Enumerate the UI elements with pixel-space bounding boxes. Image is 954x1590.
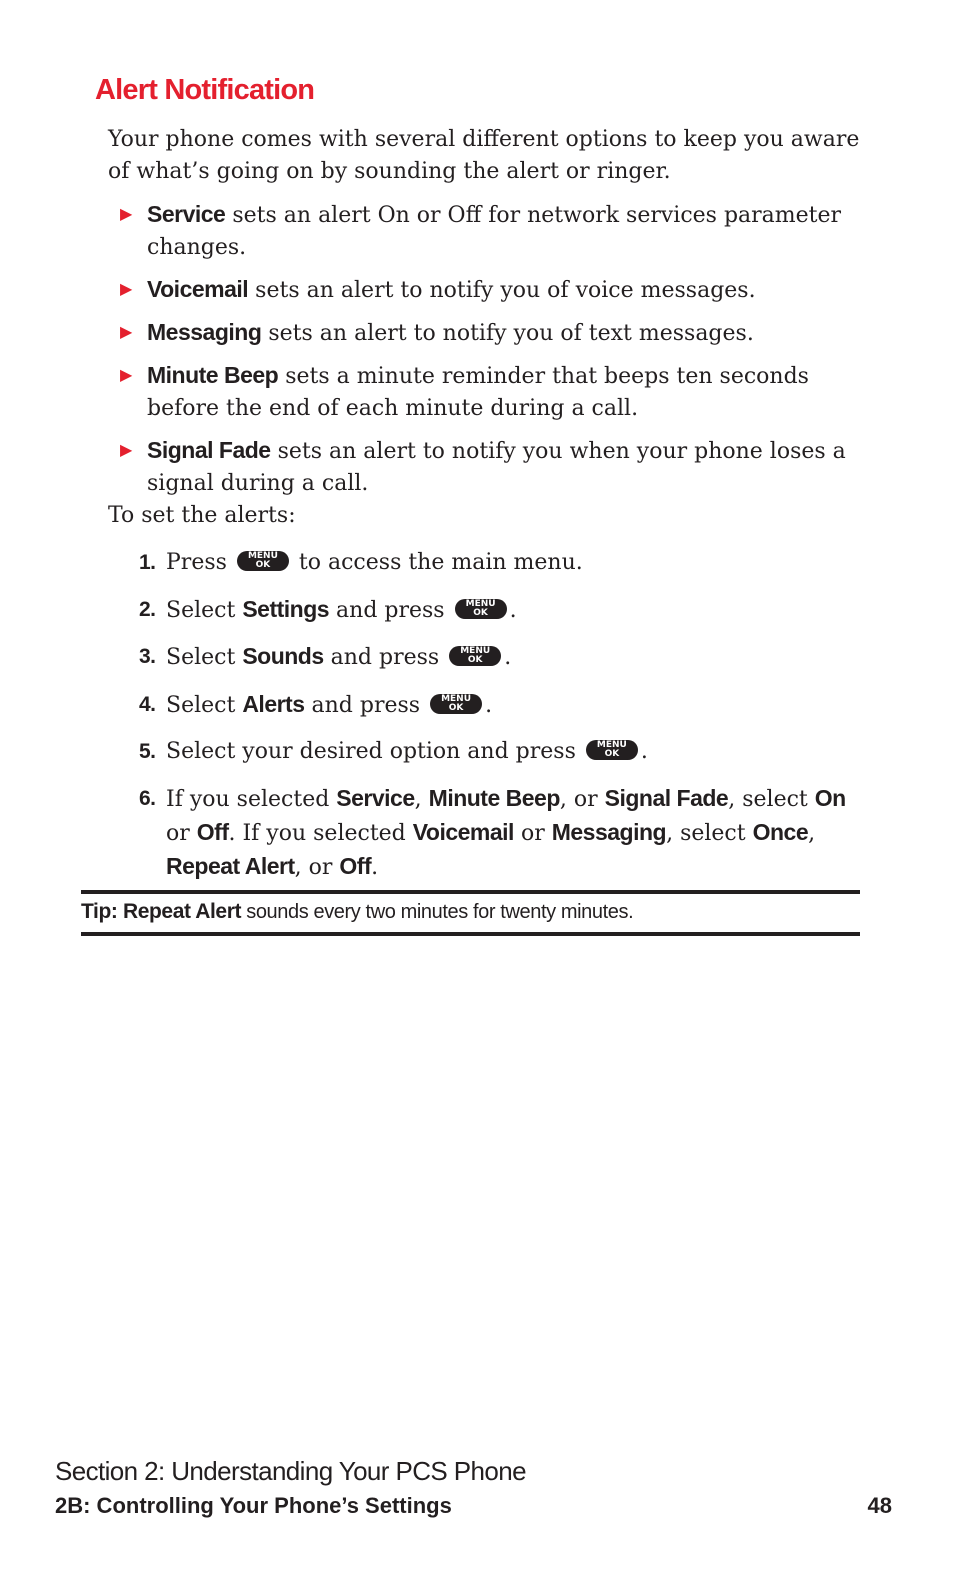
- step-text: Select: [166, 692, 243, 718]
- page-number: 48: [867, 1493, 892, 1518]
- step-text: .: [640, 739, 648, 764]
- list-item: [120, 359, 865, 425]
- triangle-bullet-icon: ▶: [120, 440, 133, 459]
- key-label-top: MENU: [247, 551, 278, 561]
- menu-ok-key-icon: [586, 740, 638, 760]
- tip-bottom-rule: [81, 932, 860, 936]
- option-term: Service: [147, 201, 226, 227]
- key-label-top: MENU: [596, 740, 627, 750]
- option-description: sets an alert On or Off for network services parameter changes.: [147, 203, 842, 260]
- step-text: and press: [329, 597, 452, 623]
- triangle-bullet-icon: ▶: [120, 204, 133, 223]
- step-text: and press: [323, 645, 447, 670]
- step-item: [139, 735, 859, 768]
- option-description: sets a minute reminder that beeps ten seconds before the end of each minute during a call.: [147, 364, 809, 421]
- footer-chapter-title: 2B: Controlling Your Phone’s Settings: [55, 1493, 452, 1518]
- option-description: sets an alert to notify you of voice messages.: [248, 278, 756, 303]
- option-term: Signal Fade: [147, 437, 271, 463]
- triangle-bullet-icon: ▶: [120, 322, 133, 341]
- step-number: 2.: [139, 597, 156, 621]
- key-label-bottom: OK: [467, 655, 483, 665]
- list-item: [120, 198, 865, 264]
- step-text: If you selected: [166, 786, 337, 812]
- step-item: [139, 688, 859, 722]
- step-text: , select: [666, 820, 753, 846]
- key-label-bottom: OK: [604, 749, 620, 759]
- key-label-top: MENU: [465, 598, 496, 609]
- option-term: Messaging: [147, 319, 262, 345]
- alert-options-list: [120, 198, 865, 509]
- menu-ok-key-icon: [430, 694, 482, 714]
- step-text: Select: [166, 597, 243, 623]
- menu-term: Alerts: [242, 690, 305, 717]
- steps-list: [139, 546, 859, 897]
- list-item: [120, 273, 865, 307]
- menu-term: Service: [336, 784, 415, 811]
- step-text: . If you selected: [228, 820, 413, 846]
- key-label-top: MENU: [460, 646, 491, 656]
- option-term: Minute Beep: [147, 362, 279, 388]
- step-number: 6.: [139, 786, 156, 810]
- step-number: 3.: [139, 645, 156, 668]
- step-item: [139, 640, 859, 674]
- key-label-top: MENU: [441, 693, 472, 704]
- step-text: or: [166, 820, 197, 846]
- tip-text: sounds every two minutes for twenty minutes.: [241, 901, 634, 923]
- option-description: sets an alert to notify you when your phone loses a signal during a call.: [147, 439, 846, 496]
- step-text: Select: [166, 645, 243, 670]
- menu-term: Messaging: [551, 818, 667, 845]
- option-description: sets an alert to notify you of text messages.: [261, 321, 754, 346]
- step-number: 1.: [139, 551, 156, 574]
- triangle-bullet-icon: ▶: [120, 279, 133, 298]
- intro-paragraph: Your phone comes with several different options to keep you aware of what’s going on by sounding the alert or ringer.: [108, 127, 860, 184]
- page-title: Alert Notification: [95, 74, 315, 106]
- step-item: [139, 593, 859, 627]
- footer-section-title: Section 2: Understanding Your PCS Phone: [55, 1456, 526, 1486]
- steps-intro: To set the alerts:: [108, 503, 296, 528]
- tip-top-rule: [81, 890, 860, 894]
- step-text: , or: [294, 854, 340, 880]
- step-text: and press: [304, 692, 428, 718]
- step-text: .: [371, 854, 379, 880]
- menu-term: Sounds: [242, 643, 324, 669]
- step-text: to access the main menu.: [291, 550, 583, 575]
- menu-term: Off: [339, 852, 372, 879]
- menu-term: Signal Fade: [604, 784, 729, 811]
- list-item: [120, 434, 865, 500]
- key-label-bottom: OK: [255, 560, 271, 570]
- step-text: .: [509, 597, 517, 623]
- step-number: 5.: [139, 740, 156, 763]
- menu-ok-key-icon: [449, 646, 501, 666]
- step-text: .: [485, 692, 493, 718]
- step-text: Press: [166, 550, 234, 575]
- menu-term: Off: [196, 818, 229, 845]
- step-text: , select: [728, 786, 815, 812]
- menu-term: Settings: [242, 595, 330, 622]
- step-text: Select your desired option and press: [166, 739, 583, 764]
- triangle-bullet-icon: ▶: [120, 365, 133, 384]
- step-item: [139, 546, 859, 579]
- menu-term: Repeat Alert: [166, 852, 295, 879]
- step-item: [139, 782, 859, 884]
- menu-ok-key-icon: [455, 599, 507, 619]
- step-text: , or: [559, 786, 605, 812]
- menu-term: Voicemail: [412, 818, 514, 845]
- tip-box: [81, 896, 860, 928]
- step-text: or: [513, 820, 552, 846]
- step-text: .: [504, 645, 512, 670]
- menu-ok-key-icon: [237, 551, 289, 571]
- menu-term: Once: [752, 818, 809, 845]
- option-term: Voicemail: [147, 276, 249, 302]
- key-label-bottom: OK: [473, 607, 488, 618]
- menu-term: Minute Beep: [428, 784, 560, 811]
- step-number: 4.: [139, 692, 156, 716]
- key-label-bottom: OK: [448, 702, 464, 713]
- list-item: [120, 316, 865, 350]
- tip-lead: Tip: Repeat Alert: [81, 900, 242, 923]
- step-text: ,: [414, 786, 429, 812]
- menu-term: On: [814, 784, 846, 811]
- step-text: ,: [808, 820, 816, 846]
